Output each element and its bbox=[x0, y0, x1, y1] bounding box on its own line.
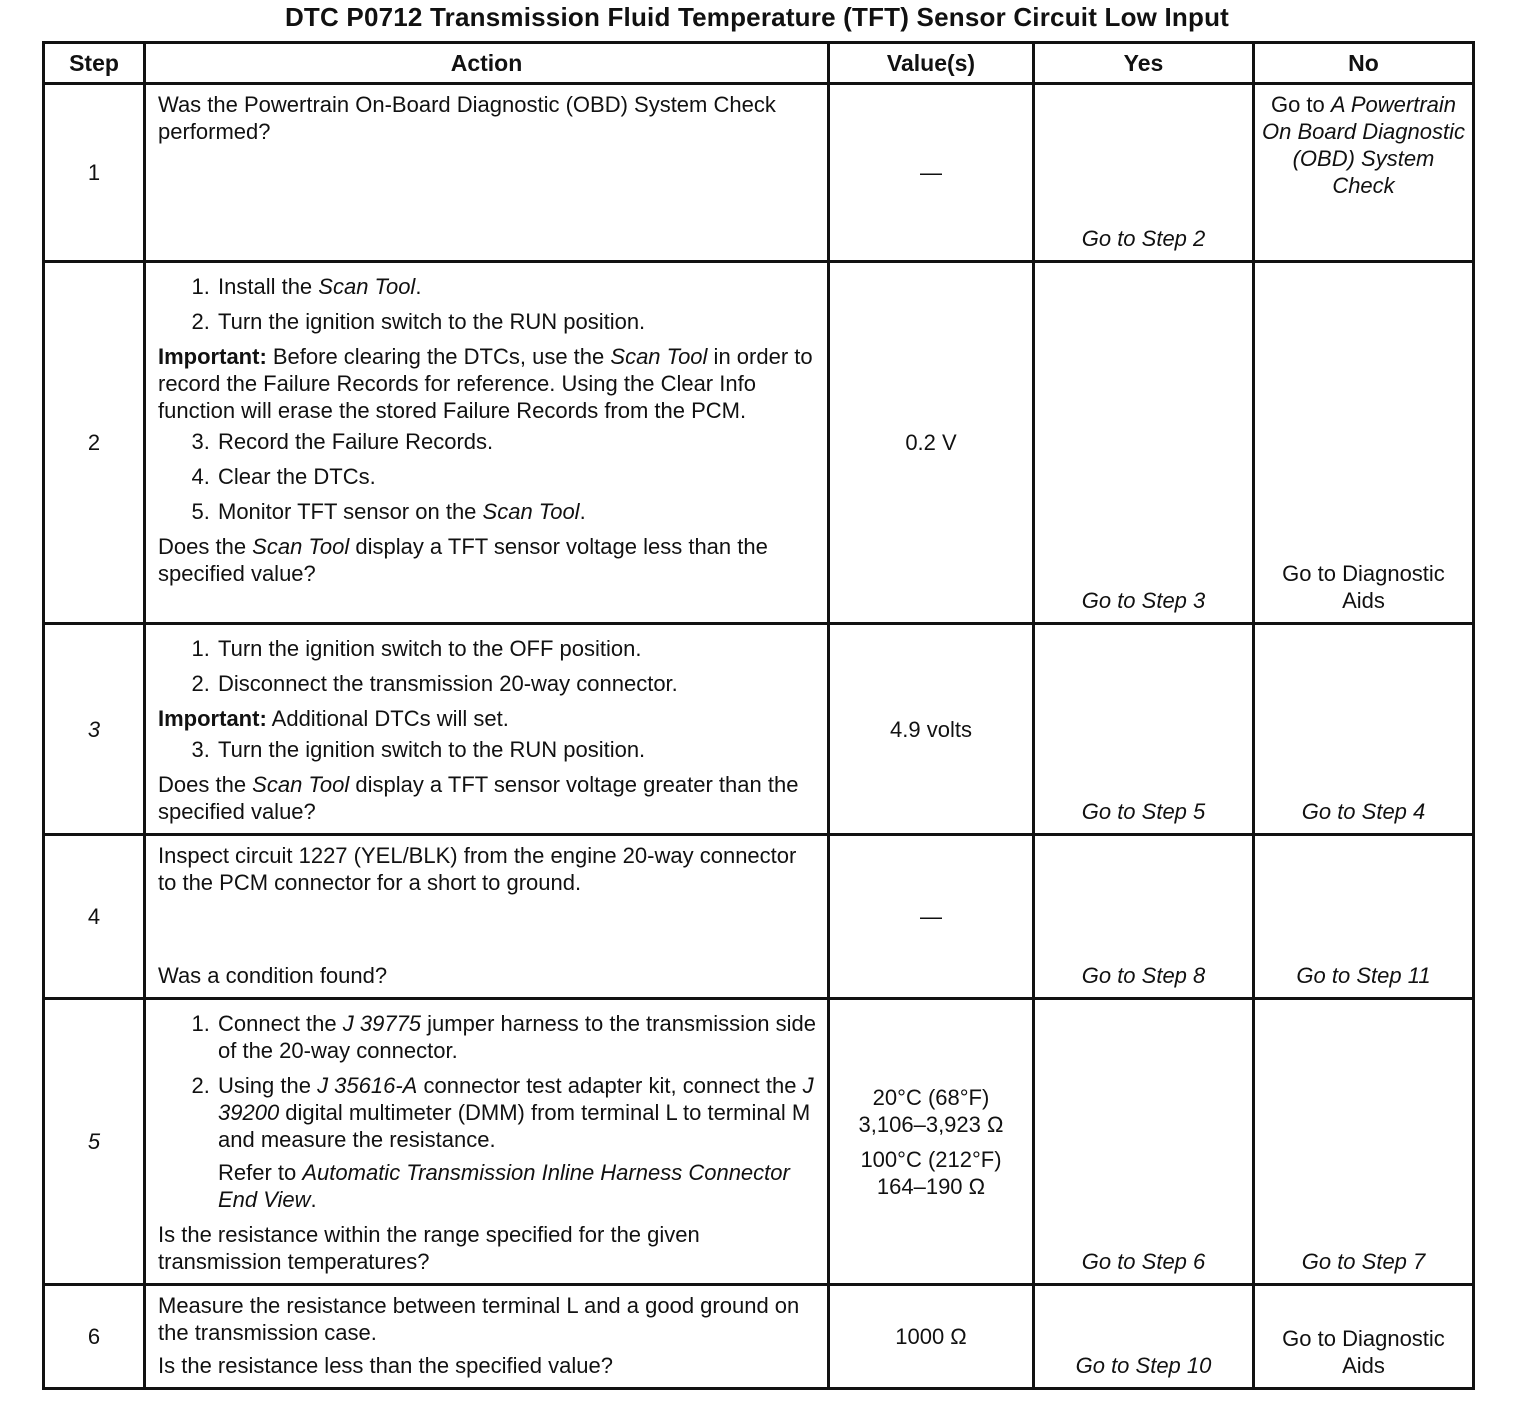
tool-name: Scan Tool bbox=[318, 274, 416, 299]
step-value: — bbox=[829, 835, 1034, 999]
temperature-2: 100°C (212°F) bbox=[860, 1146, 1002, 1172]
tool-name: Scan Tool bbox=[252, 772, 350, 797]
no-result[interactable] bbox=[1254, 999, 1474, 1285]
yes-result[interactable] bbox=[1034, 1285, 1254, 1389]
header-values: Value(s) bbox=[829, 43, 1034, 84]
procedure-list bbox=[158, 273, 817, 335]
important-note: Important: Before clearing the DTCs, use the Scan Tool in order to record the Failure Records for reference. Using the Clear Info function will erase the stored Failure Records from the PCM. bbox=[158, 344, 813, 423]
action-question: Does the Scan Tool display a TFT sensor voltage greater than the specified value? bbox=[158, 772, 799, 824]
step-action bbox=[145, 262, 829, 624]
step-value: — bbox=[829, 84, 1034, 262]
yes-link[interactable]: Go to Step 5 bbox=[1081, 799, 1206, 824]
procedure-item: 2. Turn the ignition switch to the RUN position. bbox=[216, 308, 817, 335]
action-question: Does the Scan Tool display a TFT sensor voltage less than the specified value? bbox=[158, 534, 768, 586]
tool-name: Scan Tool bbox=[610, 344, 708, 369]
yes-result[interactable] bbox=[1034, 999, 1254, 1285]
procedure-item: 1. Install the Scan Tool. bbox=[216, 273, 817, 300]
yes-result[interactable] bbox=[1034, 84, 1254, 262]
no-link[interactable]: A Powertrain On Board Diagnostic (OBD) System Check bbox=[1262, 92, 1465, 198]
yes-result[interactable] bbox=[1034, 835, 1254, 999]
tool-name: Scan Tool bbox=[252, 534, 350, 559]
page-title: DTC P0712 Transmission Fluid Temperature (TFT) Sensor Circuit Low Input bbox=[284, 2, 1230, 32]
step-number: 3 bbox=[44, 624, 145, 835]
table-row bbox=[44, 624, 1474, 835]
yes-link[interactable]: Go to Step 10 bbox=[1075, 1353, 1212, 1378]
diagnostic-table bbox=[42, 41, 1475, 1390]
procedure-item: 4. Clear the DTCs. bbox=[216, 463, 817, 490]
tool-name: J 35616-A bbox=[317, 1073, 418, 1098]
step-number: 1 bbox=[44, 84, 145, 262]
no-prefix: Go to bbox=[1270, 92, 1331, 117]
procedure-list bbox=[158, 428, 817, 525]
procedure-item: 1. Turn the ignition switch to the OFF position. bbox=[216, 635, 817, 662]
no-result[interactable] bbox=[1254, 84, 1474, 262]
header-step: Step bbox=[44, 43, 145, 84]
no-result[interactable] bbox=[1254, 624, 1474, 835]
yes-link[interactable]: Go to Step 2 bbox=[1081, 226, 1206, 251]
action-text: Was the Powertrain On-Board Diagnostic (OBD) System Check performed? bbox=[158, 92, 776, 144]
reference-note: Refer to Automatic Transmission Inline Harness Connector End View. bbox=[218, 1160, 790, 1212]
table-row bbox=[44, 1285, 1474, 1389]
step-action bbox=[145, 624, 829, 835]
no-result[interactable] bbox=[1254, 1285, 1474, 1389]
procedure-list bbox=[158, 1010, 817, 1213]
reference-link[interactable]: Automatic Transmission Inline Harness Connector End View bbox=[218, 1160, 790, 1212]
resistance-range-2: 164–190 Ω bbox=[876, 1173, 986, 1199]
header-no: No bbox=[1254, 43, 1474, 84]
procedure-item: 3. Turn the ignition switch to the RUN position. bbox=[216, 736, 817, 763]
procedure-list bbox=[158, 635, 817, 697]
no-link[interactable]: Go to Step 7 bbox=[1301, 1249, 1426, 1274]
procedure-item: 2. Using the J 35616-A connector test adapter kit, connect the J 39200 digital multimeter (DMM) from terminal L to terminal M and measure the resistance. Refer to Automatic Transmission Inline Harness Connector End View. bbox=[216, 1072, 817, 1213]
procedure-item: 2. Disconnect the transmission 20-way connector. bbox=[216, 670, 817, 697]
procedure-item: 5. Monitor TFT sensor on the Scan Tool. bbox=[216, 498, 817, 525]
temperature-1: 20°C (68°F) bbox=[872, 1084, 990, 1110]
yes-link[interactable]: Go to Step 8 bbox=[1081, 963, 1206, 988]
table-row bbox=[44, 835, 1474, 999]
yes-link[interactable]: Go to Step 6 bbox=[1081, 1249, 1206, 1274]
step-value: 4.9 volts bbox=[829, 624, 1034, 835]
step-action bbox=[145, 1285, 829, 1389]
step-value: 0.2 V bbox=[829, 262, 1034, 624]
step-number: 2 bbox=[44, 262, 145, 624]
step-number: 6 bbox=[44, 1285, 145, 1389]
action-text: Inspect circuit 1227 (YEL/BLK) from the engine 20-way connector to the PCM connector for a short to ground. bbox=[158, 843, 797, 895]
table-row bbox=[44, 84, 1474, 262]
no-result[interactable] bbox=[1254, 835, 1474, 999]
action-question: Was a condition found? bbox=[158, 963, 388, 988]
procedure-list bbox=[158, 736, 817, 763]
important-label: Important: bbox=[158, 706, 267, 731]
action-question: Is the resistance within the range specified for the given transmission temperatures? bbox=[158, 1222, 700, 1274]
yes-result[interactable] bbox=[1034, 624, 1254, 835]
no-link[interactable]: Go to Diagnostic Aids bbox=[1282, 1326, 1445, 1378]
step-action bbox=[145, 999, 829, 1285]
no-link[interactable]: Go to Step 4 bbox=[1301, 799, 1426, 824]
yes-link[interactable]: Go to Step 3 bbox=[1081, 588, 1206, 613]
important-note: Important: Additional DTCs will set. bbox=[158, 706, 509, 731]
procedure-item: 3. Record the Failure Records. bbox=[216, 428, 817, 455]
action-text: Measure the resistance between terminal L and a good ground on the transmission case. bbox=[158, 1293, 800, 1345]
tool-name: J 39200 bbox=[218, 1073, 814, 1125]
header-action: Action bbox=[145, 43, 829, 84]
header-yes: Yes bbox=[1034, 43, 1254, 84]
tool-name: Scan Tool bbox=[482, 499, 580, 524]
step-action bbox=[145, 835, 829, 999]
step-action bbox=[145, 84, 829, 262]
action-question: Is the resistance less than the specified value? bbox=[158, 1353, 613, 1378]
yes-result[interactable] bbox=[1034, 262, 1254, 624]
procedure-item: 1. Connect the J 39775 jumper harness to the transmission side of the 20-way connector. bbox=[216, 1010, 817, 1064]
no-link[interactable]: Go to Diagnostic Aids bbox=[1282, 561, 1445, 613]
step-number: 5 bbox=[44, 999, 145, 1285]
step-value: 1000 Ω bbox=[829, 1285, 1034, 1389]
table-row bbox=[44, 999, 1474, 1285]
table-row bbox=[44, 262, 1474, 624]
step-value bbox=[829, 999, 1034, 1285]
no-link[interactable]: Go to Step 11 bbox=[1296, 963, 1431, 988]
important-label: Important: bbox=[158, 344, 267, 369]
tool-name: J 39775 bbox=[342, 1011, 422, 1036]
step-number: 4 bbox=[44, 835, 145, 999]
resistance-range-1: 3,106–3,923 Ω bbox=[858, 1111, 1004, 1137]
no-result[interactable] bbox=[1254, 262, 1474, 624]
header-row bbox=[44, 43, 1474, 84]
